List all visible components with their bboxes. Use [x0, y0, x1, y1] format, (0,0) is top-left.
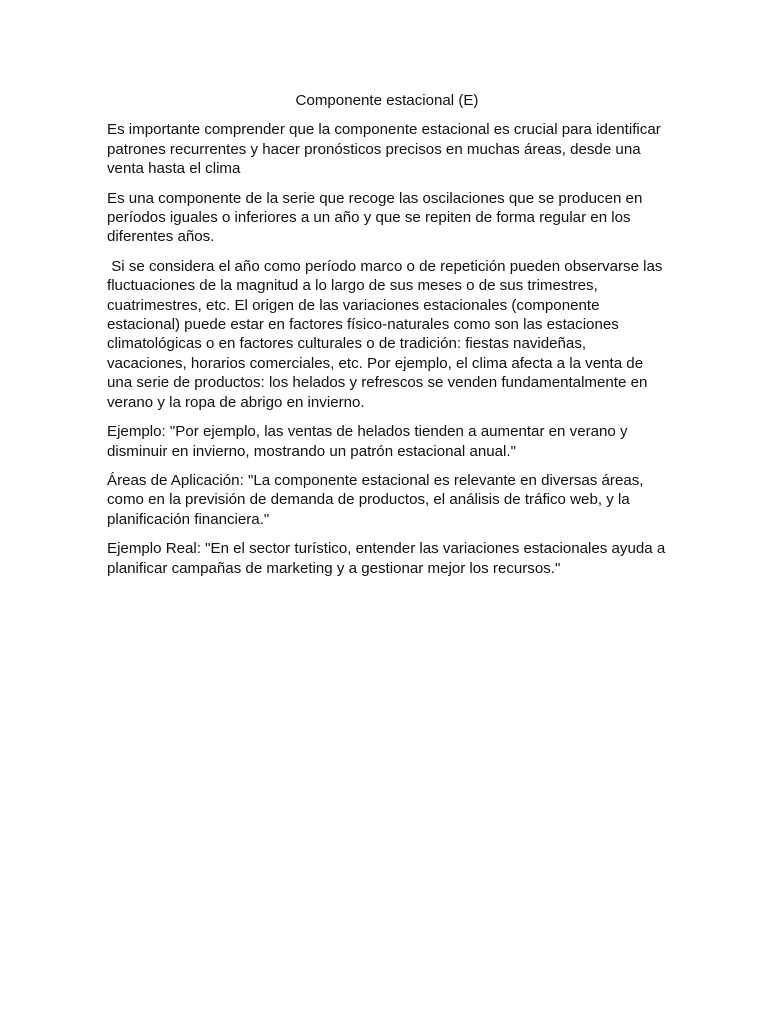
paragraph-real-example: Ejemplo Real: "En el sector turístico, entender las variaciones estacionales ayuda a planificar campañas de marketing y a gestionar mejor los recursos.": [107, 540, 670, 577]
document-body: [107, 91, 670, 588]
paragraph-definition: Es una componente de la serie que recoge las oscilaciones que se producen en períodos iguales o inferiores a un año y que se repiten de forma regular en los diferentes años.: [107, 189, 647, 246]
paragraph-application-areas: Áreas de Aplicación: "La componente estacional es relevante en diversas áreas, como en la previsión de demanda de productos, el análisis de tráfico web, y la planificación financiera.": [107, 471, 648, 528]
paragraph-example: Ejemplo: "Por ejemplo, las ventas de helados tienden a aumentar en verano y disminuir en invierno, mostrando un patrón estacional anual.": [107, 423, 632, 460]
paragraph-origin: Si se considera el año como período marco o de repetición pueden observarse las fluctuaciones de la magnitud a lo largo de sus meses o de sus trimestres, cuatrimestres, etc. El origen de las variaciones estacionales (componente estacional) puede estar en factores físico-naturales como son las estaciones climatológicas o en factores culturales o de tradición: fiestas navideñas, vacaciones, horarios comerciales, etc. Por ejemplo, el clima afecta a la venta de una serie de productos: los helados y refrescos se venden fundamentalmente en verano y la ropa de abrigo en invierno.: [107, 257, 667, 411]
document-title: Componente estacional (E): [295, 92, 479, 109]
paragraph-intro: Es importante comprender que la componente estacional es crucial para identificar patrones recurrentes y hacer pronósticos precisos en muchas áreas, desde una venta hasta el clima: [107, 121, 665, 178]
